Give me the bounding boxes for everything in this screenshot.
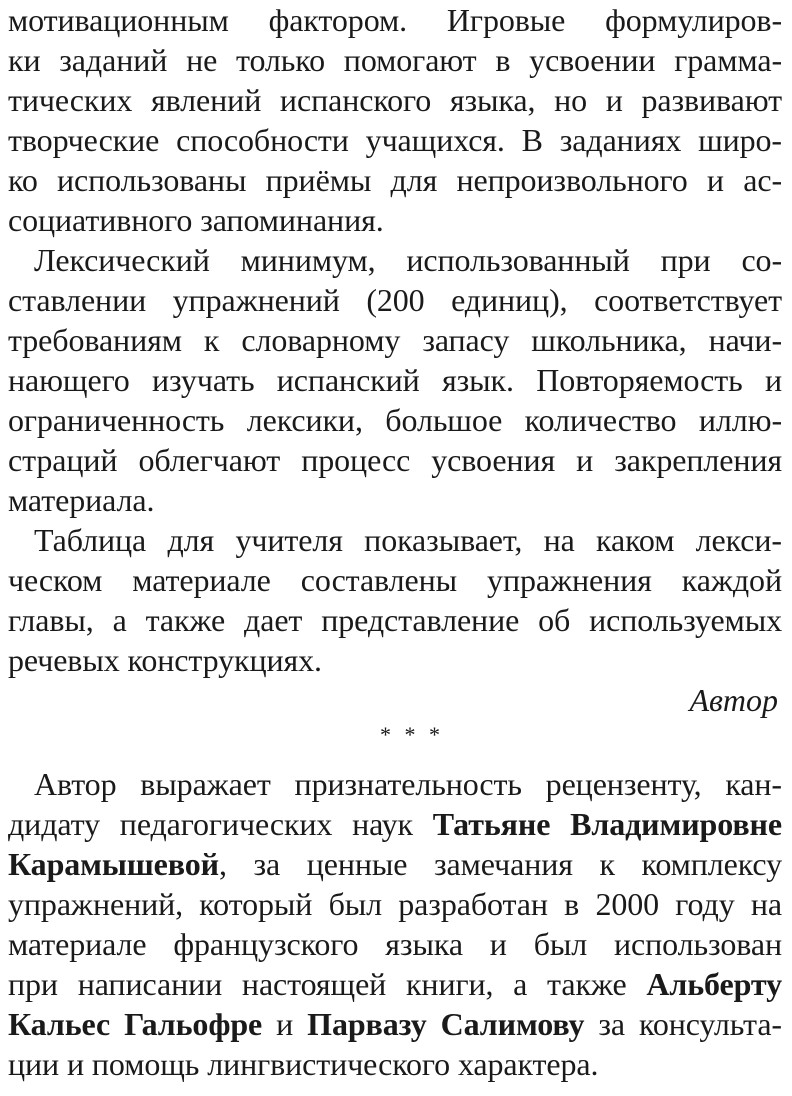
- text-span: и: [262, 1006, 308, 1042]
- text-line: нающего изучать испанский язык. Повторяемость и: [8, 362, 782, 398]
- text-line: [8, 804, 782, 844]
- text-span: , за ценные замечания к комплексу: [218, 846, 782, 882]
- text-line: [8, 964, 782, 1004]
- person-name: Карамышевой: [8, 846, 219, 882]
- text-line: главы, а также дает представление об используемых: [8, 602, 782, 638]
- text-line: ко использованы приёмы для непроизвольного и ас-: [8, 162, 782, 198]
- person-name: Кальес Гальофре: [8, 1006, 263, 1042]
- text-line: упражнений, который был разработан в 2000 году на: [8, 886, 782, 922]
- section-separator: * * *: [380, 722, 444, 747]
- text-line: ставлении упражнений (200 единиц), соответствует: [8, 282, 782, 318]
- text-line: речевых конструкциях.: [8, 642, 322, 678]
- person-name: Альберту: [646, 966, 782, 1002]
- book-page: [8, 0, 782, 1084]
- person-name: Татьяне Владимировне: [432, 806, 782, 842]
- text-span: при написании настоящей книги, а также: [8, 966, 647, 1002]
- text-line: Автор выражает признательность рецензенту, кан-: [34, 766, 782, 802]
- text-line: тических явлений испанского языка, но и развивают: [8, 82, 782, 118]
- text-line: ции и помощь лингвистического характера.: [8, 1046, 599, 1082]
- text-line: материала.: [8, 482, 155, 518]
- paragraph-acknowledgements: [8, 764, 782, 1084]
- text-line: мотивационным фактором. Игровые формулиров-: [8, 2, 782, 38]
- paragraph-lexical-minimum: [8, 240, 782, 520]
- text-line: страций облегчают процесс усвоения и закрепления: [8, 442, 782, 478]
- person-name: Парвазу Салимову: [307, 1006, 585, 1042]
- text-line: социативного запоминания.: [8, 202, 384, 238]
- author-signature: Автор: [689, 682, 778, 718]
- text-line: ческом материале составлены упражнения каждой: [8, 562, 782, 598]
- text-line: Таблица для учителя показывает, на каком лекси-: [34, 522, 782, 558]
- text-line: [8, 844, 782, 884]
- paragraph-motivation: [8, 0, 782, 240]
- text-line: ки заданий не только помогают в усвоении грамма-: [8, 42, 782, 78]
- text-line: материале французского языка и был использован: [8, 926, 782, 962]
- text-line: ограниченность лексики, большое количество иллю-: [8, 402, 782, 438]
- text-span: дидату педагогических наук: [8, 806, 433, 842]
- paragraph-teacher-table: [8, 520, 782, 680]
- text-line: Лексический минимум, использованный при со-: [34, 242, 782, 278]
- text-line: творческие способности учащихся. В заданиях широ-: [8, 122, 782, 158]
- text-line: [8, 1004, 782, 1044]
- text-line: требованиям к словарному запасу школьника, начи-: [8, 322, 782, 358]
- text-span: за консульта-: [584, 1006, 782, 1042]
